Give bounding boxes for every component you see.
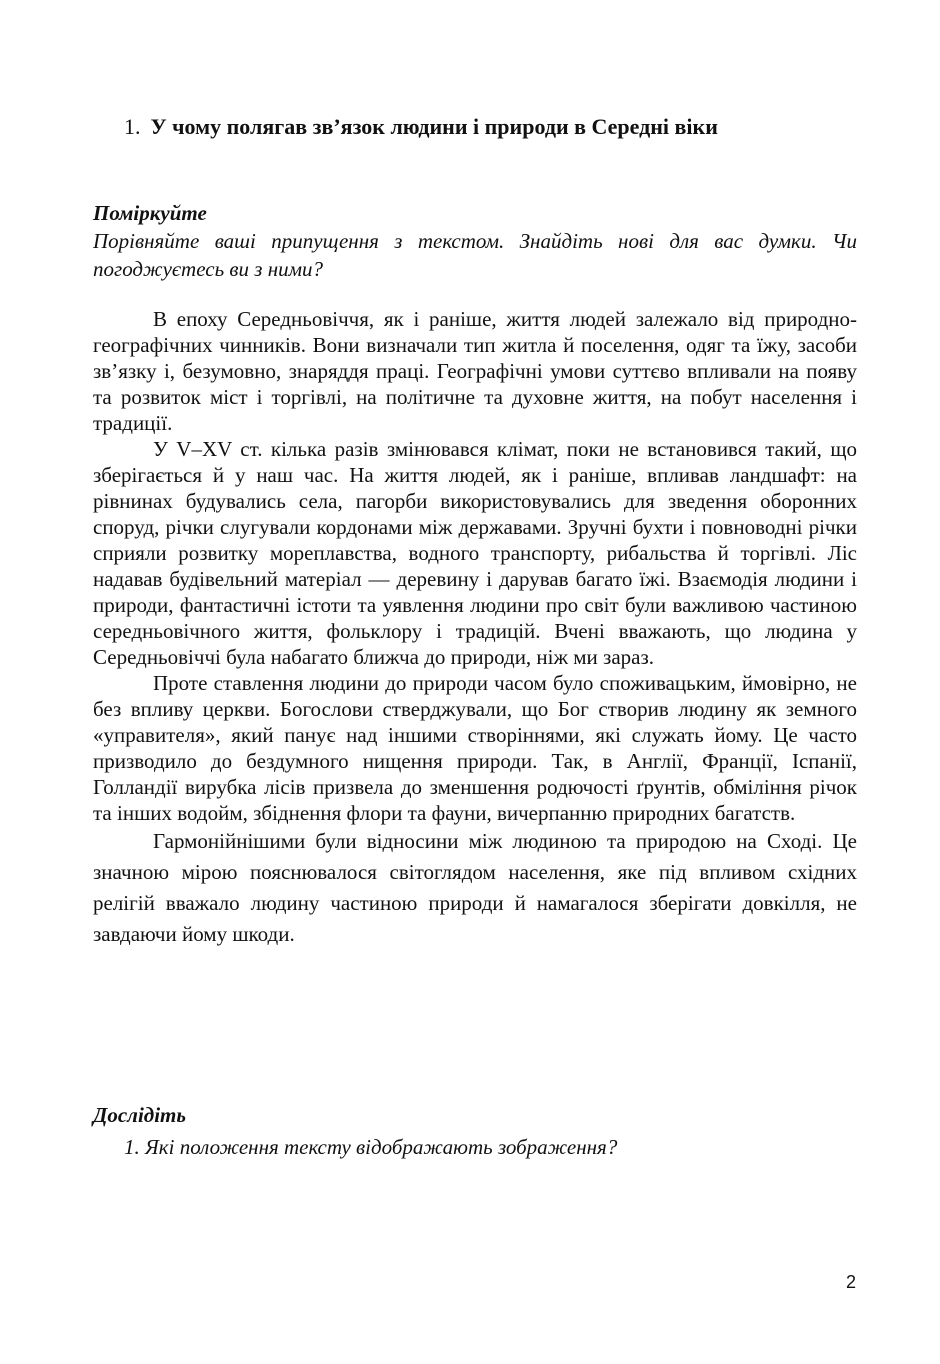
explore-task: 1. Які положення тексту відображають зображення? [124, 1135, 618, 1159]
heading-title: У чому полягав зв’язок людини і природи в Середні віки [150, 114, 718, 139]
page-number: 2 [846, 1272, 857, 1292]
heading-number: 1. [124, 114, 141, 139]
section-heading [124, 114, 718, 140]
think-prompt: Порівняйте ваші припущення з текстом. Знайдіть нові для вас думки. Чи погоджуєтесь ви з ними? [93, 229, 857, 281]
paragraph-climate-intro: В епоху Середньовіччя, як і раніше, життя людей залежало від природно-географічних чинників. Вони визначали тип житла й поселення, одяг та їжу, засоби зв’язку і, безумовно, знаряддя праці. Географічні умови суттєво впливали на появу та розвиток міст і торгівлі, на політичне та духовне життя, на побут населення і традиції. [93, 307, 857, 435]
explore-title: Дослідіть [93, 1103, 186, 1127]
paragraph-landscape: У V–XV ст. кілька разів змінювався клімат, поки не встановився такий, що зберігається й у наш час. На життя людей, як і раніше, впливав ландшафт: на рівнинах будувались села, пагорби використовувались для зведення оборонних споруд, річки слугували кордонами між державами. Зручні бухти і повноводні річки сприяли розвитку мореплавства, водного транспорту, рибальства й торгівлі. Ліс надавав будівельний матеріал — деревину і дарував багато їжі. Взаємодія людини і природи, фантастичні істоти та уявлення людини про світ були важливою частиною середньовічного життя, фольклору і традицій. Вчені вважають, що людина у Середньовіччі була набагато ближча до природи, ніж ми зараз. [93, 437, 857, 669]
think-title: Поміркуйте [93, 201, 207, 225]
paragraph-church: Проте ставлення людини до природи часом було споживацьким, ймовірно, не без впливу церкви. Богослови стверджували, що Бог створив людину як земного «управителя», який панує над іншими створіннями, які служать йому. Це часто призводило до бездумного нищення природи. Так, в Англії, Франції, Іспанії, Голландії вирубка лісів призвела до зменшення родючості ґрунтів, обміління річок та інших водойм, збіднення флори та фауни, вичерпанню природних багатств. [93, 671, 857, 825]
paragraph-east: Гармонійнішими були відносини між людиною та природою на Сході. Це значною мірою пояснювалося світоглядом населення, яке під впливом східних релігій вважало людину частиною природи й намагалося зберігати довкілля, не завдаючи йому шкоди. [93, 829, 857, 946]
main-text [93, 306, 857, 950]
